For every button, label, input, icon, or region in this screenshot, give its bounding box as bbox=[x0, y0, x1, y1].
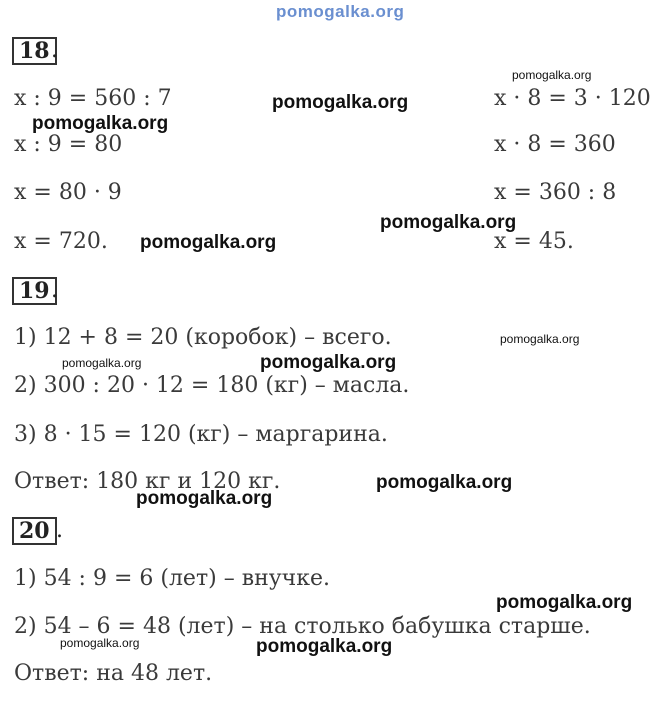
p20-answer: Ответ: на 48 лет. bbox=[14, 661, 213, 686]
p20-line-1: 1) 54 : 9 = 6 (лет) – внучке. bbox=[14, 566, 330, 591]
problem-20-dot: . bbox=[56, 518, 63, 543]
problem-20-number: 20 bbox=[12, 517, 57, 545]
problem-19-dot: . bbox=[51, 278, 58, 303]
problem-18-dot: . bbox=[51, 38, 58, 63]
watermark: pomogalka.org bbox=[60, 636, 140, 650]
p18-right-line-3: x = 360 : 8 bbox=[494, 180, 617, 205]
watermark: pomogalka.org bbox=[136, 488, 273, 509]
p19-line-1: 1) 12 + 8 = 20 (коробок) – всего. bbox=[14, 325, 392, 350]
watermark: pomogalka.org bbox=[62, 356, 142, 370]
watermark: pomogalka.org bbox=[260, 352, 397, 373]
p18-left-line-1: x : 9 = 560 : 7 bbox=[14, 86, 172, 111]
p18-right-line-1: x · 8 = 3 · 120 bbox=[494, 86, 651, 111]
p19-answer: Ответ: 180 кг и 120 кг. bbox=[14, 469, 281, 494]
watermark: pomogalka.org bbox=[256, 636, 393, 657]
p18-right-line-2: x · 8 = 360 bbox=[494, 132, 616, 157]
header-watermark: pomogalka.org bbox=[276, 2, 405, 21]
p18-right-line-4: x = 45. bbox=[494, 229, 574, 254]
p18-left-line-2: x : 9 = 80 bbox=[14, 132, 123, 157]
watermark: pomogalka.org bbox=[496, 592, 633, 613]
p18-left-line-4: x = 720. bbox=[14, 229, 108, 254]
watermark: pomogalka.org bbox=[380, 212, 517, 233]
watermark: pomogalka.org bbox=[140, 232, 277, 253]
p19-line-2: 2) 300 : 20 · 12 = 180 (кг) – масла. bbox=[14, 373, 410, 398]
watermark: pomogalka.org bbox=[32, 113, 169, 134]
problem-19-number: 19 bbox=[12, 277, 57, 305]
p19-line-3: 3) 8 · 15 = 120 (кг) – маргарина. bbox=[14, 422, 388, 447]
watermark: pomogalka.org bbox=[512, 68, 592, 82]
problem-18-number: 18 bbox=[12, 37, 57, 65]
watermark: pomogalka.org bbox=[272, 92, 409, 113]
watermark: pomogalka.org bbox=[500, 332, 580, 346]
p20-line-2: 2) 54 – 6 = 48 (лет) – на столько бабушка старше. bbox=[14, 614, 591, 639]
watermark: pomogalka.org bbox=[376, 472, 513, 493]
p18-left-line-3: x = 80 · 9 bbox=[14, 180, 122, 205]
